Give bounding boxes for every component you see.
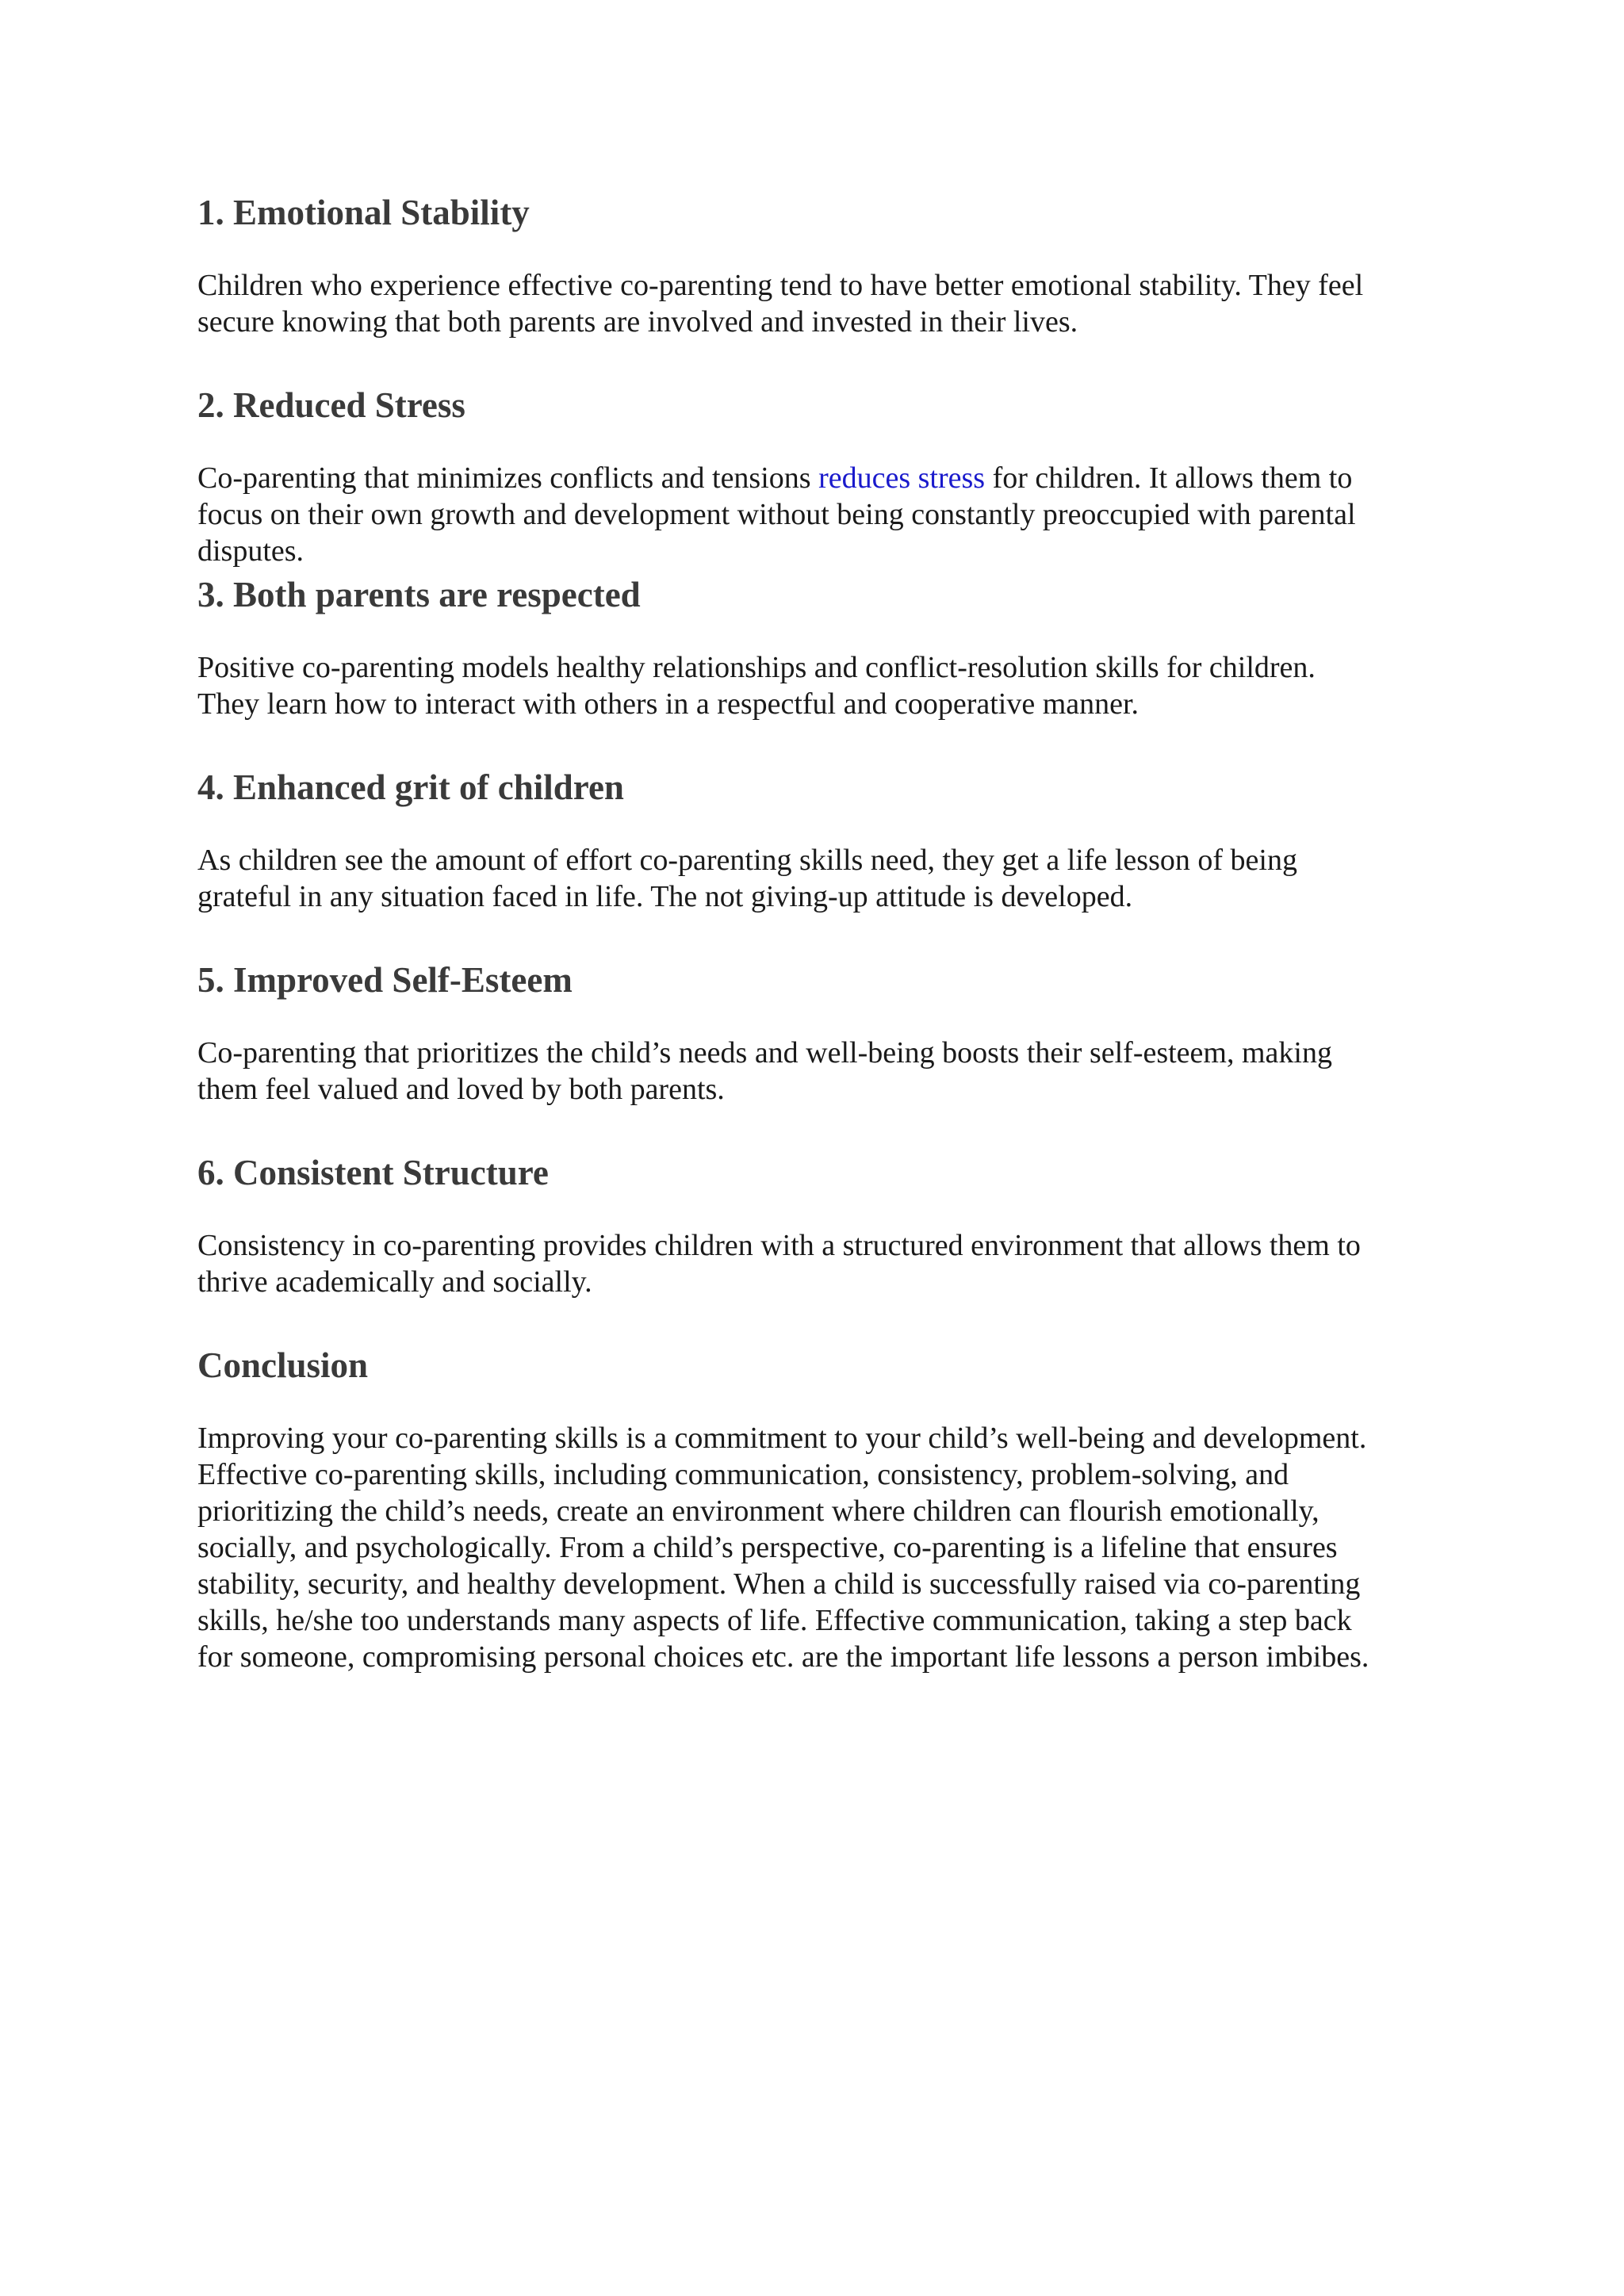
section-enhanced-grit [197, 765, 1434, 915]
section-heading: 6. Consistent Structure [197, 1153, 549, 1192]
section-emotional-stability [197, 190, 1434, 340]
section-paragraph [197, 460, 1434, 569]
paragraph-line: grateful in any situation faced in life. The not giving-up attitude is developed. [197, 880, 1133, 913]
section-paragraph [197, 267, 1434, 340]
paragraph-text: for children. It allows them to [985, 461, 1353, 495]
paragraph-line: them feel valued and loved by both parents. [197, 1073, 725, 1106]
section-conclusion [197, 1343, 1434, 1675]
reduces-stress-link[interactable]: reduces stress [818, 461, 986, 495]
section-heading: 2. Reduced Stress [197, 385, 465, 425]
section-both-parents-respected [197, 572, 1434, 722]
section-improved-self-esteem [197, 958, 1434, 1108]
paragraph-line: Co-parenting that prioritizes the child’s needs and well-being boosts their self-esteem, making [197, 1036, 1332, 1070]
paragraph-line: Positive co-parenting models healthy relationships and conflict-resolution skills for children. [197, 651, 1316, 684]
section-paragraph [197, 842, 1434, 915]
section-heading: 3. Both parents are respected [197, 575, 641, 614]
paragraph-line: Effective co-parenting skills, including communication, consistency, problem-solving, and [197, 1458, 1289, 1491]
paragraph-line: Children who experience effective co-parenting tend to have better emotional stability. They feel [197, 269, 1364, 302]
paragraph-line: thrive academically and socially. [197, 1265, 592, 1299]
section-reduced-stress [197, 383, 1434, 569]
section-paragraph [197, 1035, 1434, 1108]
section-consistent-structure [197, 1150, 1434, 1300]
section-heading: 1. Emotional Stability [197, 193, 530, 232]
section-paragraph [197, 1420, 1434, 1675]
paragraph-line: secure knowing that both parents are involved and invested in their lives. [197, 305, 1078, 339]
paragraph-line: As children see the amount of effort co-parenting skills need, they get a life lesson of being [197, 844, 1297, 877]
paragraph-line: Improving your co-parenting skills is a commitment to your child’s well-being and development. [197, 1422, 1367, 1455]
document-page [197, 190, 1434, 1675]
paragraph-line: focus on their own growth and development without being constantly preoccupied with parental [197, 498, 1356, 531]
paragraph-line: Consistency in co-parenting provides children with a structured environment that allows them to [197, 1229, 1361, 1262]
paragraph-text: Co-parenting that minimizes conflicts and tensions [197, 461, 819, 495]
paragraph-line: socially, and psychologically. From a child’s perspective, co-parenting is a lifeline that ensures [197, 1531, 1338, 1564]
paragraph-line: skills, he/she too understands many aspects of life. Effective communication, taking a step back [197, 1604, 1352, 1637]
paragraph-line: They learn how to interact with others in a respectful and cooperative manner. [197, 687, 1139, 721]
section-heading: 4. Enhanced grit of children [197, 767, 624, 807]
paragraph-line: for someone, compromising personal choices etc. are the important life lessons a person imbibes. [197, 1640, 1369, 1674]
paragraph-line: prioritizing the child’s needs, create an environment where children can flourish emotionally, [197, 1494, 1320, 1528]
section-heading: Conclusion [197, 1345, 369, 1385]
paragraph-line: disputes. [197, 534, 304, 568]
paragraph-line: stability, security, and healthy development. When a child is successfully raised via co-parenting [197, 1567, 1361, 1601]
section-paragraph [197, 1227, 1434, 1300]
section-heading: 5. Improved Self-Esteem [197, 960, 573, 1000]
section-paragraph [197, 649, 1434, 722]
